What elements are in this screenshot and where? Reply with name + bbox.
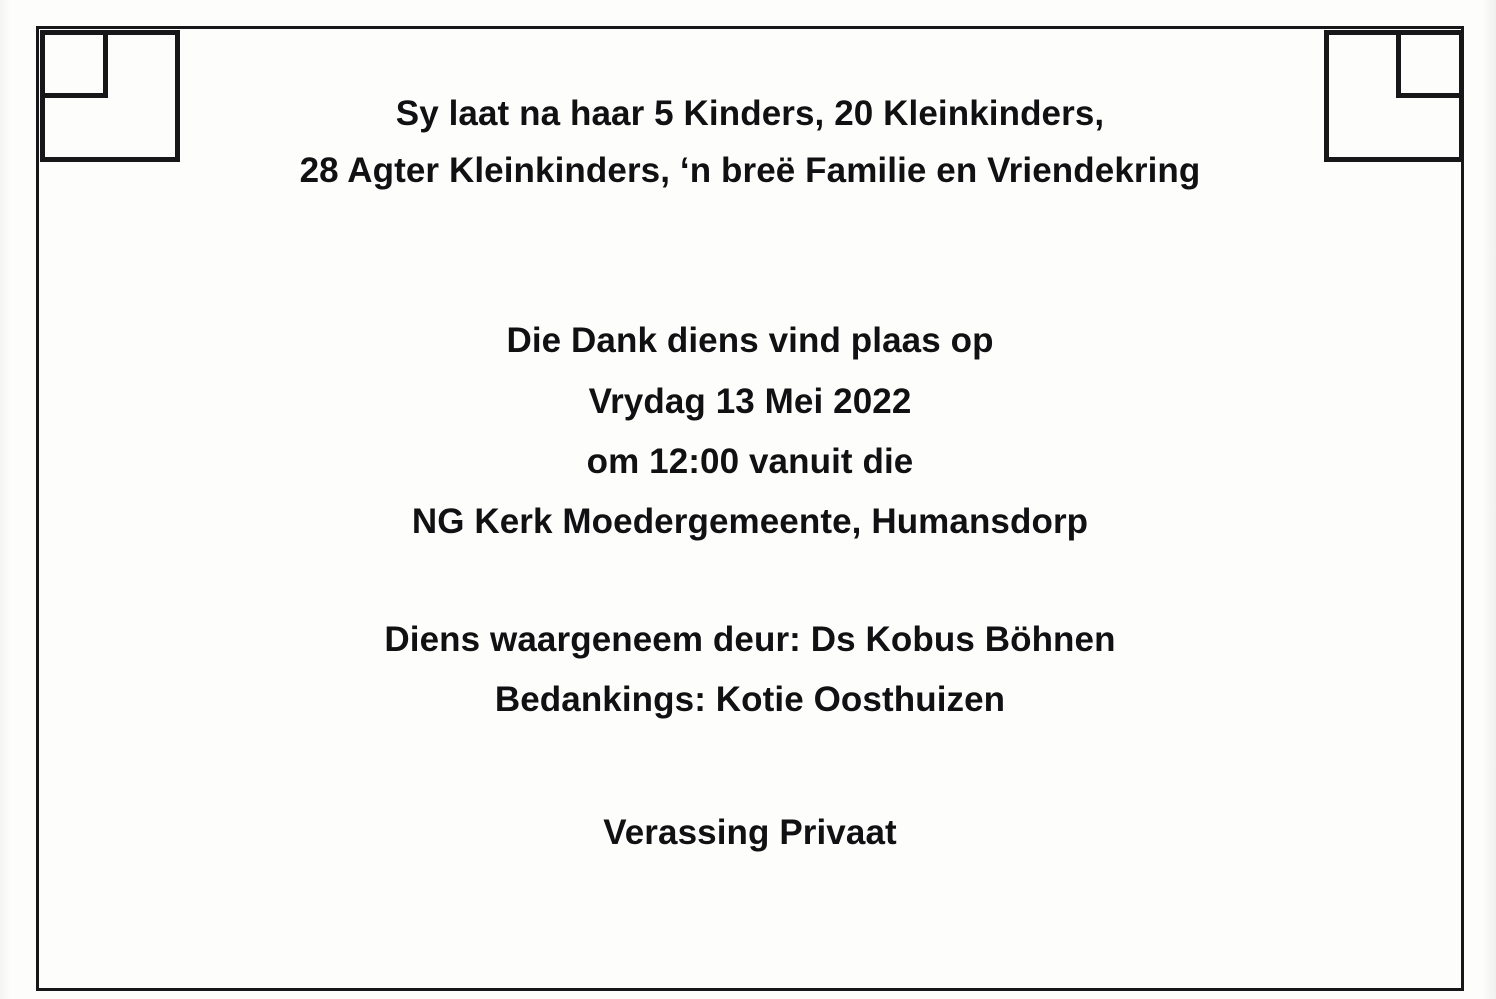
scan-edge-shadow-right	[1482, 0, 1496, 999]
scan-edge-shadow-left	[0, 0, 10, 999]
survivors-line-1: Sy laat na haar 5 Kinders, 20 Kleinkinders,	[395, 94, 1105, 133]
spacer-3	[90, 731, 1410, 805]
service-details-block	[90, 311, 1410, 552]
survivors-line-2: 28 Agter Kleinkinders, ‘n breë Familie en Vriendekring	[299, 150, 1201, 190]
spacer-1	[90, 199, 1410, 311]
service-venue: NG Kerk Moedergemeente, Humansdorp	[411, 501, 1089, 541]
closing-block	[90, 805, 1410, 861]
card-text-content	[90, 86, 1410, 861]
officiant-acknowledgements: Bedankings: Kotie Oosthuizen	[494, 680, 1006, 720]
service-date: Vrydag 13 Mei 2022	[588, 381, 912, 421]
service-time: om 12:00 vanuit die	[586, 441, 914, 481]
officiant-minister: Diens waargeneem deur: Ds Kobus Böhnen	[384, 620, 1116, 660]
spacer-2	[90, 552, 1410, 610]
cremation-note: Verassing Privaat	[603, 812, 897, 852]
survivors-block	[90, 86, 1410, 199]
service-line-1: Die Dank diens vind plaas op	[506, 321, 994, 361]
officiants-block	[90, 610, 1410, 730]
